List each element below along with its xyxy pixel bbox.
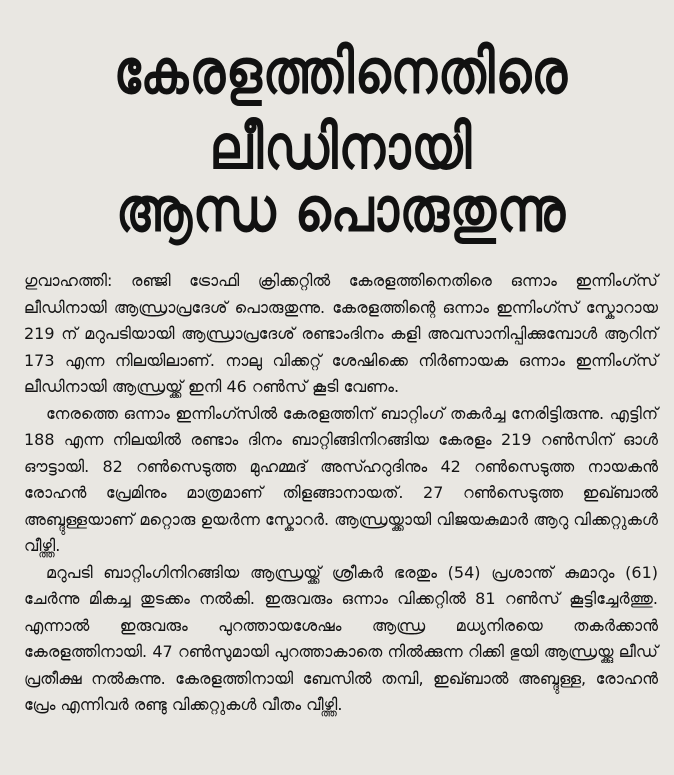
headline-line-2: ആന്ധ പൊരുതുന്നു [115, 174, 567, 246]
article-paragraph-2: നേരത്തെ ഒന്നാം ഇന്നിംഗ്സിൽ കേരളത്തിന് ബാറ്റിംഗ് തകർച്ച നേരിട്ടിരുന്നു. എട്ടിന് 188 എന്ന നിലയിൽ രണ്ടാം ദിനം ബാറ്റിങ്ങിനിറങ്ങിയ കേരളം 219 റൺസിന് ഓൾ ഔട്ടായി. 82 റൺസെടുത്ത മുഹമ്മദ് അസ്ഹറുദിനും 42 റൺസെടുത്ത നായകൻ രോഹൻ പ്രേമിനും മാത്രമാണ് തിളങ്ങാനായത്. 27 റൺസെടുത്ത ഇഖ്ബാൽ അബ്ദുള്ളയാണ് മറ്റൊരു ഉയർന്ന സ്കോറർ. ആന്ധ്രയ്ക്കായി വിജയകുമാർ ആറു വിക്കറ്റുകൾ വീഴ്ത്തി. [24, 403, 658, 555]
article-paragraph-3: മറുപടി ബാറ്റിംഗിനിറങ്ങിയ ആന്ധ്രയ്ക്ക് ശ്രീകർ ഭരതും (54) പ്രശാന്ത് കുമാറും (61) ചേർന്നു മികച്ച തുടക്കം നൽകി. ഇരുവരും ഒന്നാം വിക്കറ്റിൽ 81 റൺസ് കൂട്ടിച്ചേർത്തു. എന്നാൽ ഇരുവരും പുറത്തായശേഷം ആന്ധ്ര മധ്യനിരയെ തകർക്കാൻ കേരളത്തിനായി. 47 റൺസുമായി പുറത്താകാതെ നിൽക്കുന്ന റിക്കി ഭുയി ആന്ധ്രയ്ക്കു ലീഡ് പ്രതീക്ഷ നൽകുന്നു. കേരളത്തിനായി ബേസിൽ തമ്പി, ഇഖ്ബാൽ അബ്ദുള്ള, രോഹൻ പ്രേം എന്നിവർ രണ്ടു വിക്കറ്റുകൾ വീതം വീഴ്ത്തി. [24, 562, 658, 714]
headline-line-1: കേരളത്തിനെതിരെ ലീഡിനായി [113, 36, 569, 183]
article-body [24, 268, 658, 719]
headline [24, 34, 658, 246]
article-paragraph-1: ഗുവാഹത്തി: രഞ്ജി ട്രോഫി ക്രിക്കറ്റിൽ കേരളത്തിനെതിരെ ഒന്നാം ഇന്നിംഗ്സ് ലീഡിനായി ആന്ധ്രാപ്രദേശ് പൊരുതുന്നു. കേരളത്തിന്റെ ഒന്നാം ഇന്നിംഗ്സ് സ്കോറായ 219 ന് മറുപടിയായി ആന്ധ്രാപ്രദേശ് രണ്ടാംദിനം കളി അവസാനിപ്പിക്കുമ്പോൾ ആറിന് 173 എന്ന നിലയിലാണ്. നാലു വിക്കറ്റ് ശേഷിക്കെ നിർണായക ഒന്നാം ഇന്നിംഗ്സ് ലീഡിനായി ആന്ധ്രയ്ക്ക് ഇനി 46 റൺസ് കൂടി വേണം. [24, 271, 658, 396]
